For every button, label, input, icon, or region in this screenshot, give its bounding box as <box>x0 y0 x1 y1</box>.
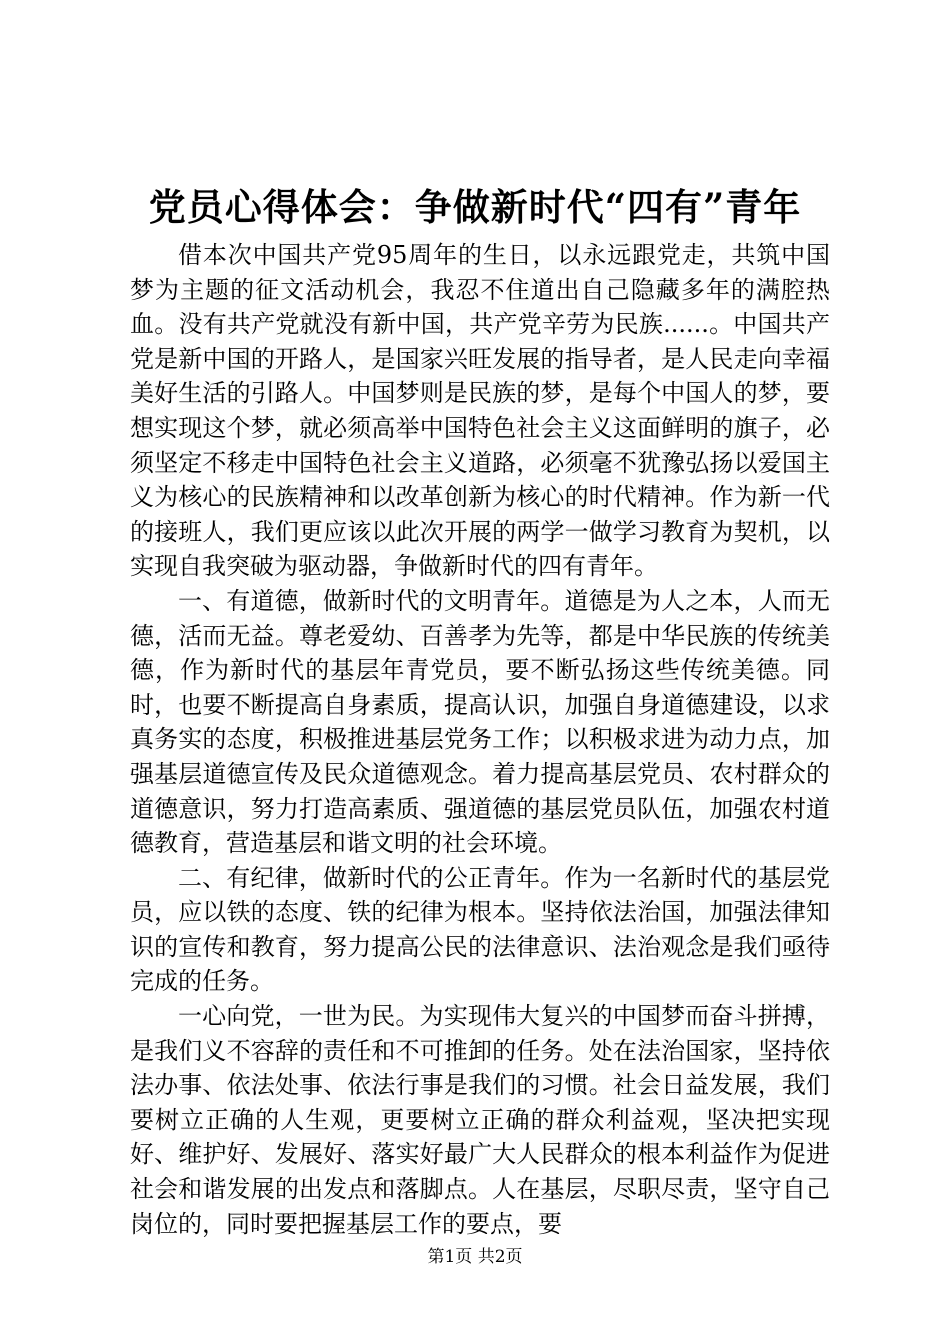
document-body <box>130 238 830 1241</box>
paragraph-1: 借本次中国共产党95周年的生日，以永远跟党走，共筑中国梦为主题的征文活动机会，我忍不住道出自己隐藏多年的满腔热血。没有共产党就没有新中国，共产党辛劳为民族......。中国共产党是新中国的开路人，是国家兴旺发展的指导者，是人民走向幸福美好生活的引路人。中国梦则是民族的梦，是每个中国人的梦，要想实现这个梦，就必须高举中国特色社会主义这面鲜明的旗子，必须坚定不移走中国特色社会主义道路，必须毫不犹豫弘扬以爱国主义为核心的民族精神和以改革创新为核心的时代精神。作为新一代的接班人，我们更应该以此次开展的两学一做学习教育为契机，以实现自我突破为驱动器，争做新时代的四有青年。 <box>130 241 830 581</box>
paragraph-2: 一、有道德，做新时代的文明青年。道德是为人之本，人而无德，活而无益。尊老爱幼、百善孝为先等，都是中华民族的传统美德，作为新时代的基层年青党员，要不断弘扬这些传统美德。同时，也要不断提高自身素质，提高认识，加强自身道德建设，以求真务实的态度，积极推进基层党务工作；以积极求进为动力点，加强基层道德宣传及民众道德观念。着力提高基层党员、农村群众的道德意识，努力打造高素质、强道德的基层党员队伍，加强农村道德教育，营造基层和谐文明的社会环境。 <box>130 586 830 858</box>
paragraph-4: 一心向党，一世为民。为实现伟大复兴的中国梦而奋斗拼搏，是我们义不容辞的责任和不可推卸的任务。处在法治国家，坚持依法办事、依法处事、依法行事是我们的习惯。社会日益发展，我们要树立正确的人生观，更要树立正确的群众利益观，坚决把实现好、维护好、发展好、落实好最广大人民群众的根本利益作为促进社会和谐发展的出发点和落脚点。人在基层，尽职尽责，坚守自己岗位的，同时要把握基层工作的要点，要 <box>130 1002 830 1238</box>
page-number-footer: 第1页 共2页 <box>427 1247 523 1267</box>
paragraph-3: 二、有纪律，做新时代的公正青年。作为一名新时代的基层党员，应以铁的态度、铁的纪律为根本。坚持依法治国，加强法律知识的宣传和教育，努力提高公民的法律意识、法治观念是我们亟待完成的任务。 <box>130 863 830 996</box>
document-title: 党员心得体会：争做新时代“四有”青年 <box>148 185 802 229</box>
